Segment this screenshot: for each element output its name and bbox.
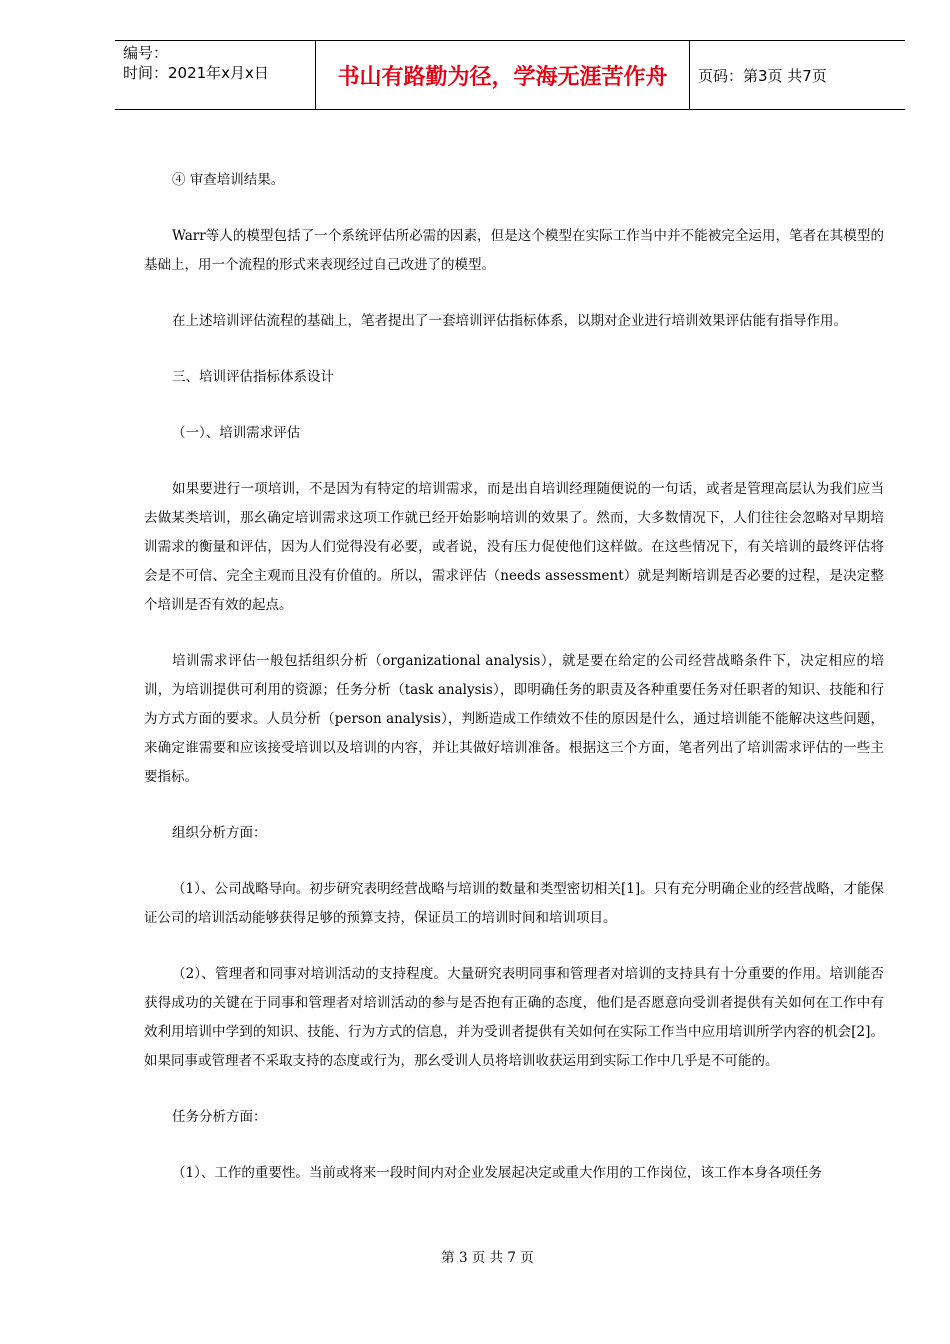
- header-motto: 书山有路勤为径，学海无涯苦作舟: [316, 41, 690, 109]
- heading-org-analysis: 组织分析方面：: [172, 825, 267, 841]
- paragraph-needs-components: 培训需求评估一般包括组织分析（organizational analysis），就是要在给定的公司经营战略条件下，决定相应的培训，为培训提供可利用的资源；任务分析（task analysis），即明确任务的职责及各种重要任务对任职者的知识、技能和行为方式方面的要求。人员分析（person analysis），判断造成工作绩效不佳的原因是什么，通过培训能不能解决这些问题，来确定谁需要和应该接受培训以及培训的内容，并让其做好培训准备。根据这三个方面，笔者列出了培训需求评估的一些主要指标。: [144, 653, 884, 785]
- page-header: [115, 40, 905, 110]
- page-footer: 第 3 页 共 7 页: [441, 1250, 534, 1266]
- subsection-heading-needs: （一）、培训需求评估: [172, 425, 301, 441]
- paragraph-support: （2）、管理者和同事对培训活动的支持程度。大量研究表明同事和管理者对培训的支持具有十分重要的作用。培训能否获得成功的关键在于同事和管理者对培训活动的参与是否抱有正确的态度，他们是否愿意向受训者提供有关如何在工作中有效利用培训中学到的知识、技能、行为方式的信息，并为受训者提供有关如何在实际工作当中应用培训所学内容的机会[2]。如果同事或管理者不采取支持的态度或行为，那幺受训人员将培训收获运用到实际工作中几乎是不可能的。: [144, 966, 884, 1069]
- paragraph-job-importance: （1）、工作的重要性。当前或将来一段时间内对企业发展起决定或重大作用的工作岗位，该工作本身各项任务: [172, 1165, 822, 1181]
- paragraph-needs-assessment: 如果要进行一项培训，不是因为有特定的培训需求，而是出自培训经理随便说的一句话，或者是管理高层认为我们应当去做某类培训，那幺确定培训需求这项工作就已经开始影响培训的效果了。然而，大多数情况下，人们往往会忽略对早期培训需求的衡量和评估，因为人们觉得没有必要，或者说，没有压力促使他们这样做。在这些情况下，有关培训的最终评估将会是不可信、完全主观而且没有价值的。所以，需求评估（needs assessment）就是判断培训是否必要的过程，是决定整个培训是否有效的起点。: [144, 481, 884, 613]
- doc-time-label: 时间：2021年x月x日: [123, 64, 269, 82]
- paragraph-indicator-system: 在上述培训评估流程的基础上，笔者提出了一套培训评估指标体系，以期对企业进行培训效果评估能有指导作用。: [172, 313, 847, 329]
- section-heading-3: 三、培训评估指标体系设计: [172, 369, 334, 385]
- heading-task-analysis: 任务分析方面：: [172, 1109, 267, 1125]
- header-page-label: 页码：第3页 共7页: [698, 66, 827, 85]
- paragraph-strategy: （1）、公司战略导向。初步研究表明经营战略与培训的数量和类型密切相关[1]。只有充分明确企业的经营战略，才能保证公司的培训活动能够获得足够的预算支持，保证员工的培训时间和培训项目。: [144, 881, 884, 926]
- header-meta-cell: [115, 41, 316, 109]
- doc-number-label: 编号：: [123, 44, 169, 62]
- paragraph-review-results: ④ 审查培训结果。: [172, 172, 285, 188]
- paragraph-warr-model: Warr等人的模型包括了一个系统评估所必需的因素，但是这个模型在实际工作当中并不能被完全运用，笔者在其模型的基础上，用一个流程的形式来表现经过自己改进了的模型。: [144, 228, 884, 273]
- document-body: [144, 166, 884, 1188]
